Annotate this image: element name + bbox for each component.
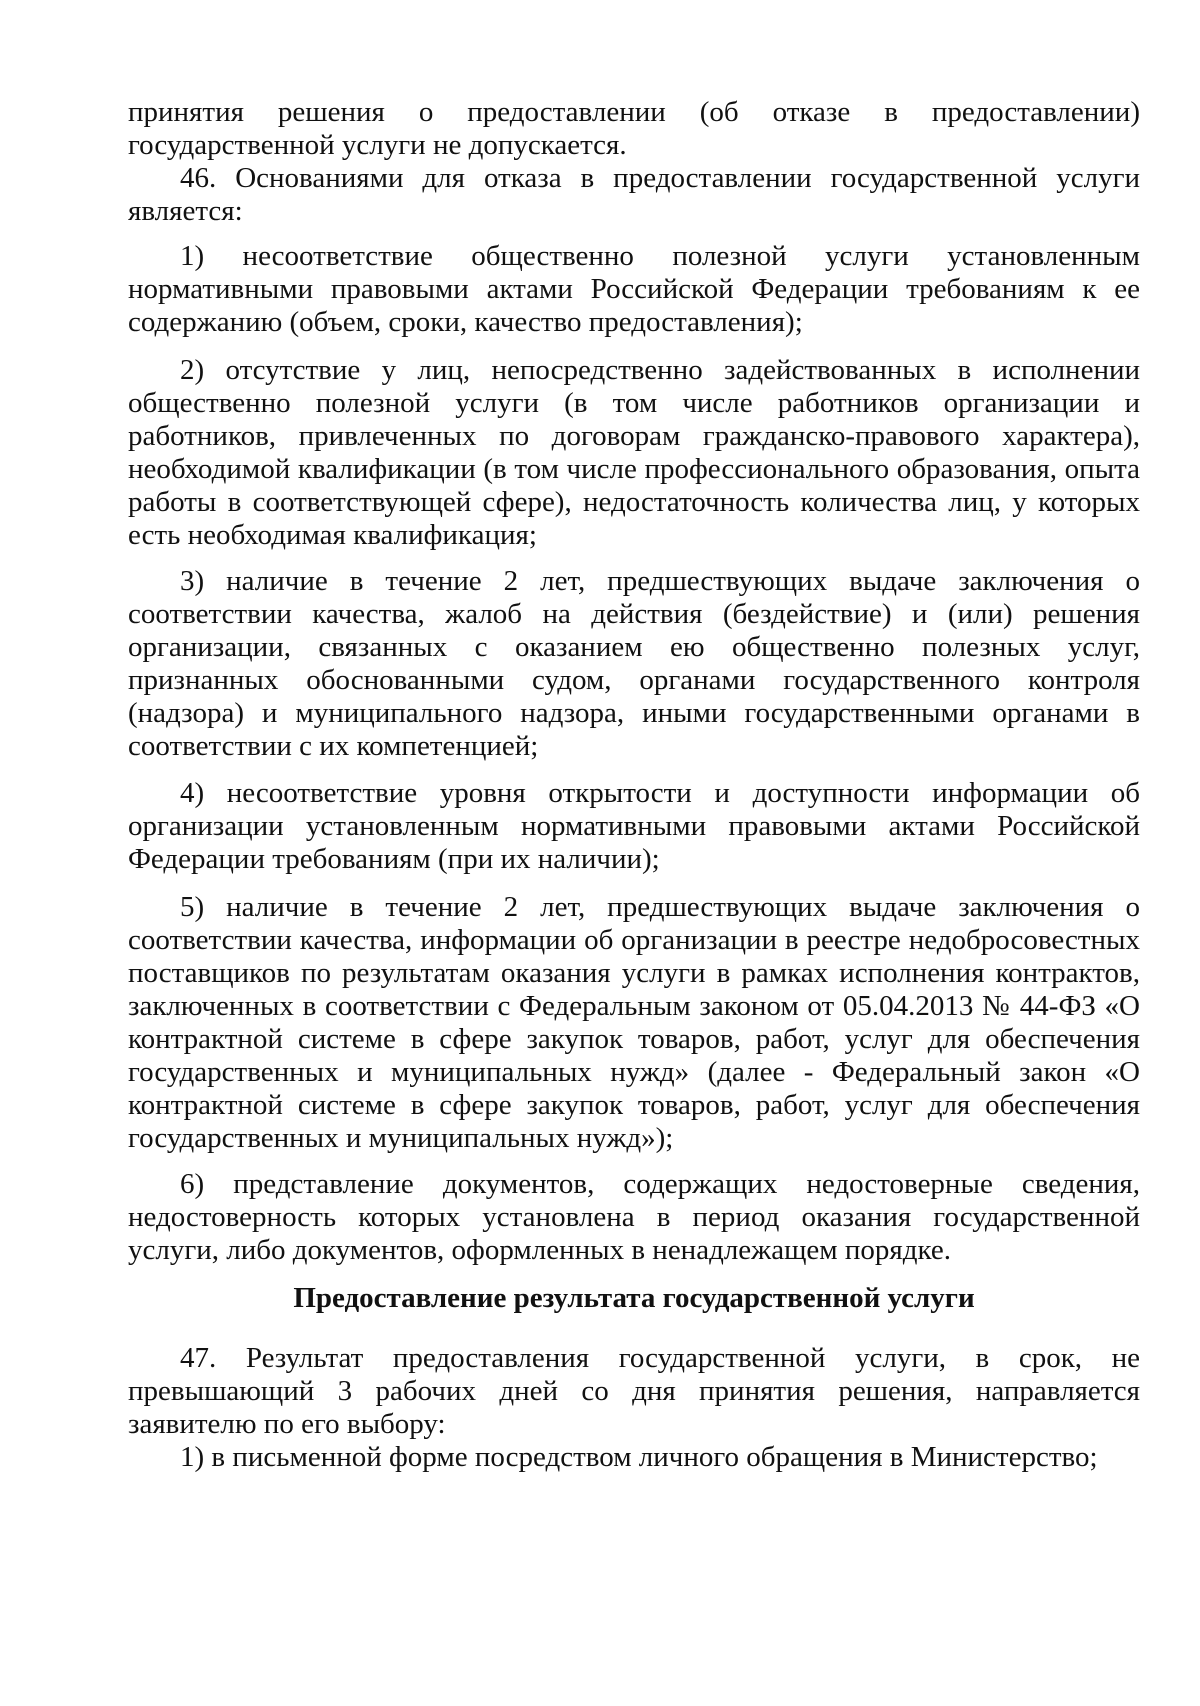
- paragraph-47-item-1: 1) в письменной форме посредством личного обращения в Министерство;: [180, 1441, 1098, 1473]
- paragraph-46: 46. Основаниями для отказа в предоставлении государственной услуги является:: [128, 162, 1140, 227]
- list-item-6: 6) представление документов, содержащих недостоверные сведения, недостоверность которых установлена в период оказания государственной услуги, либо документов, оформленных в ненадлежащем порядке.: [128, 1168, 1140, 1266]
- list-item-4: 4) несоответствие уровня открытости и доступности информации об организации установленным нормативными правовыми актами Российской Федерации требованиям (при их наличии);: [128, 777, 1140, 875]
- section-heading: Предоставление результата государственной услуги: [293, 1282, 975, 1314]
- list-item-2: 2) отсутствие у лиц, непосредственно задействованных в исполнении общественно полезной услуги (в том числе работников организации и работников, привлеченных по договорам гражданско-правового характера), необходимой квалификации (в том числе профессионального образования, опыта работы в соответствующей сфере), недостаточность количества лиц, у которых есть необходимая квалификация;: [128, 354, 1140, 551]
- list-item-3: 3) наличие в течение 2 лет, предшествующих выдаче заключения о соответствии качества, жалоб на действия (бездействие) и (или) решения организации, связанных с оказанием ею общественно полезных услуг, признанных обоснованными судом, органами государственного контроля (надзора) и муниципального надзора, иными государственными органами в соответствии с их компетенцией;: [128, 565, 1140, 762]
- list-item-5: 5) наличие в течение 2 лет, предшествующих выдаче заключения о соответствии качества, информации об организации в реестре недобросовестных поставщиков по результатам оказания услуги в рамках исполнения контрактов, заключенных в соответствии с Федеральным законом от 05.04.2013 № 44-ФЗ «О контрактной системе в сфере закупок товаров, работ, услуг для обеспечения государственных и муниципальных нужд» (далее - Федеральный закон «О контрактной системе в сфере закупок товаров, работ, услуг для обеспечения государственных и муниципальных нужд»);: [128, 891, 1140, 1154]
- list-item-1: 1) несоответствие общественно полезной услуги установленным нормативными правовыми актами Российской Федерации требованиям к ее содержанию (объем, сроки, качество предоставления);: [128, 240, 1140, 338]
- paragraph-47: 47. Результат предоставления государственной услуги, в срок, не превышающий 3 рабочих дней со дня принятия решения, направляется заявителю по его выбору:: [128, 1342, 1140, 1440]
- paragraph-intro: принятия решения о предоставлении (об отказе в предоставлении) государственной услуги не допускается.: [128, 96, 1140, 161]
